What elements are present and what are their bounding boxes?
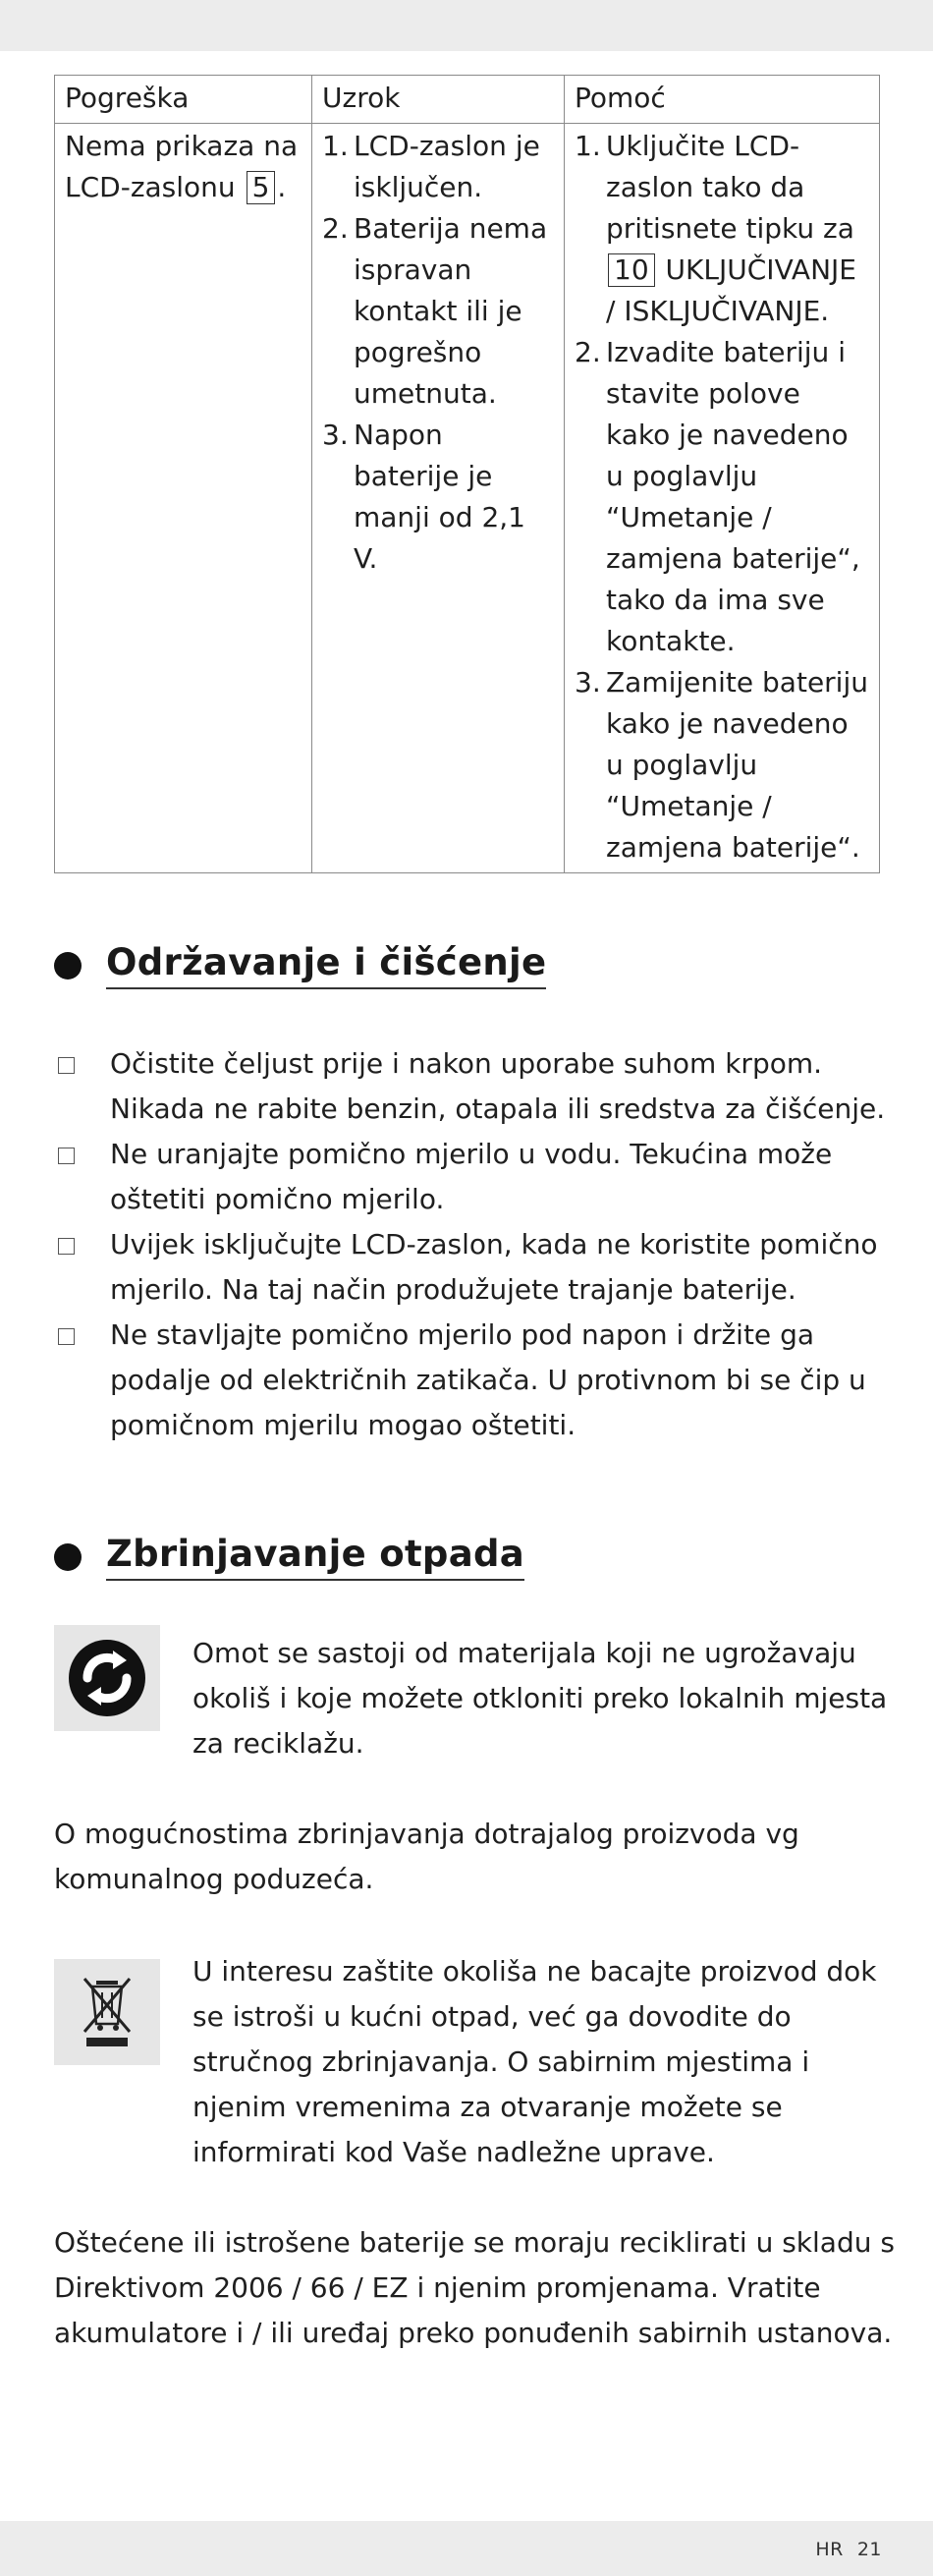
cause-number: 1. xyxy=(322,130,349,162)
bullet-dot-icon xyxy=(54,1543,82,1571)
header-cause: Uzrok xyxy=(312,76,565,124)
checkbox-bullet-icon xyxy=(58,1148,75,1164)
disposal-options-text: O mogućnostima zbrinjavanja dotrajalog proizvoda vg komunalnog poduzeća. xyxy=(54,1818,799,1895)
table-header-row xyxy=(55,76,880,124)
weee-symbol-svg xyxy=(73,1973,141,2051)
recycling-icon xyxy=(54,1625,160,1731)
list-item-text: Ne stavljajte pomično mjerilo pod napon i držite ga podalje od električnih zatikača. U protivnom bi se čip u pomičnom mjerilu mogao oštetiti. xyxy=(110,1318,866,1441)
list-item-text: Uvijek isključujte LCD-zaslon, kada ne koristite pomično mjerilo. Na taj način produžujete trajanje baterije. xyxy=(110,1228,878,1306)
help-text: Zamijenite bateriju kako je navedeno u poglavlju “Umetanje / zamjena baterije“. xyxy=(606,666,868,864)
table-row xyxy=(55,124,880,873)
list-item xyxy=(54,1041,889,1132)
list-item xyxy=(322,208,554,415)
battery-disposal-text: Oštećene ili istrošene baterije se moraju reciklirati u skladu s Direktivom 2006 / 66 / EZ i njenim promjenama. Vratite akumulatore i / ili uređaj preko ponuđenih sabirnih ustanova. xyxy=(54,2226,895,2349)
checkbox-bullet-icon xyxy=(58,1238,75,1255)
reference-number-10: 10 xyxy=(608,253,655,287)
cause-text: Napon baterije je manji od 2,1 V. xyxy=(354,419,525,575)
help-text: Izvadite bateriju i stavite polove kako je navedeno u poglavlju “Umetanje / zamjena baterije“, tako da ima sve kontakte. xyxy=(606,336,860,657)
page-number: 21 xyxy=(856,2539,882,2560)
troubleshooting-table xyxy=(54,75,880,873)
list-item xyxy=(322,415,554,580)
list-item xyxy=(575,126,869,332)
bullet-dot-icon xyxy=(54,952,82,980)
help-number: 2. xyxy=(575,336,601,368)
cause-number: 2. xyxy=(322,212,349,245)
help-number: 3. xyxy=(575,666,601,699)
recycling-symbol-svg xyxy=(66,1637,148,1719)
reference-number-5: 5 xyxy=(247,171,276,204)
list-item xyxy=(54,1313,889,1448)
maintenance-list xyxy=(54,1041,889,1448)
cause-number: 3. xyxy=(322,419,349,451)
recycling-text: Omot se sastoji od materijala koji ne ugrožavaju okoliš i koje možete otkloniti preko lokalnih mjesta za reciklažu. xyxy=(192,1637,888,1760)
error-text: Nema prikaza na LCD-zaslonu xyxy=(65,130,299,203)
help-text-part: Uključite LCD-zaslon tako da pritisnete tipku za xyxy=(606,130,854,245)
disposal-heading xyxy=(54,1533,524,1581)
list-item xyxy=(575,662,869,868)
list-item-text: Ne uranjajte pomično mjerilo u vodu. Tekućina može oštetiti pomično mjerilo. xyxy=(110,1138,833,1215)
page-footer xyxy=(815,2539,882,2560)
top-bar xyxy=(0,0,933,51)
list-item xyxy=(54,1132,889,1222)
bottom-bar xyxy=(0,2521,933,2576)
error-period: . xyxy=(277,171,287,203)
list-item-text: Očistite čeljust prije i nakon uporabe suhom krpom. Nikada ne rabite benzin, otapala ili sredstva za čišćenje. xyxy=(110,1047,886,1125)
list-item xyxy=(54,1222,889,1313)
language-code: HR xyxy=(815,2539,844,2560)
help-cell xyxy=(565,124,880,873)
disposal-heading-text: Zbrinjavanje otpada xyxy=(106,1533,524,1581)
header-error: Pogreška xyxy=(55,76,312,124)
weee-text: U interesu zaštite okoliša ne bacajte proizvod dok se istroši u kućni otpad, već ga dovodite do stručnog zbrinjavanja. O sabirnim mjestima i njenim vremenima za otvaranje možete se informirati kod Vaše nadležne uprave. xyxy=(192,1955,877,2168)
cause-cell xyxy=(312,124,565,873)
help-text xyxy=(606,126,869,332)
list-item xyxy=(322,126,554,208)
maintenance-heading-text: Održavanje i čišćenje xyxy=(106,941,546,989)
maintenance-heading xyxy=(54,941,546,989)
list-item xyxy=(575,332,869,662)
crossed-bin-icon xyxy=(54,1959,160,2065)
cause-text: Baterija nema ispravan kontakt ili je pogrešno umetnuta. xyxy=(354,212,548,410)
checkbox-bullet-icon xyxy=(58,1328,75,1345)
error-cell xyxy=(55,124,312,873)
checkbox-bullet-icon xyxy=(58,1057,75,1074)
help-text-part: UKLJUČIVANJE / ISKLJUČIVANJE. xyxy=(606,253,856,327)
help-number: 1. xyxy=(575,130,601,162)
cause-text: LCD-zaslon je isključen. xyxy=(354,130,540,203)
header-help: Pomoć xyxy=(565,76,880,124)
